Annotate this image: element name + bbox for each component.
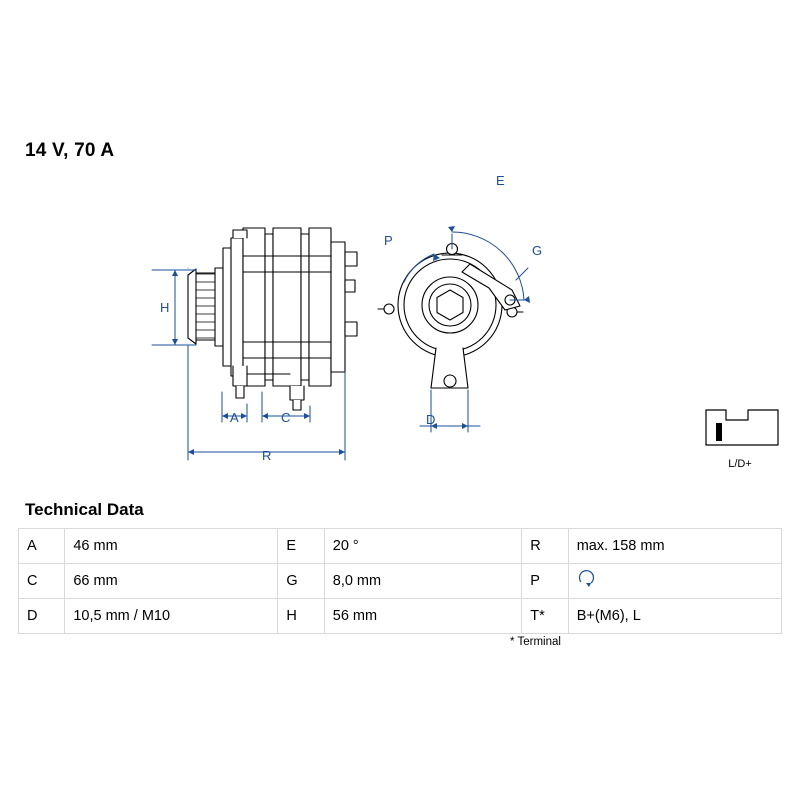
dimension-label-A: A (230, 410, 239, 425)
cell-key-g: G (278, 564, 324, 599)
cell-key-e: E (278, 529, 324, 564)
cell-value-d: 10,5 mm / M10 (65, 599, 278, 634)
technical-data-heading: Technical Data (25, 500, 144, 519)
cell-value-g: 8,0 mm (324, 564, 521, 599)
dimension-label-R: R (262, 448, 272, 463)
cell-key-d: D (19, 599, 65, 634)
dimension-label-G: G (532, 243, 543, 258)
cell-value-e: 20 ° (324, 529, 521, 564)
cell-key-r: R (522, 529, 568, 564)
technical-data-table (18, 528, 782, 634)
cell-key-h: H (278, 599, 324, 634)
cell-value-a: 46 mm (65, 529, 278, 564)
cell-key-t: T* (522, 599, 568, 634)
cell-value-t: B+(M6), L (568, 599, 781, 634)
cell-value-c: 66 mm (65, 564, 278, 599)
table-footnote: * Terminal (510, 636, 561, 648)
cell-value-r: max. 158 mm (568, 529, 781, 564)
dimension-label-P: P (384, 233, 393, 248)
rotation-direction-icon (577, 570, 599, 588)
cell-value-p (568, 564, 781, 599)
cell-key-p: P (522, 564, 568, 599)
page-title: 14 V, 70 A (25, 140, 115, 161)
cell-value-h: 56 mm (324, 599, 521, 634)
cell-key-c: C (19, 564, 65, 599)
connector-terminal-label: L/D+ (728, 458, 752, 470)
dimension-label-D: D (426, 412, 436, 427)
alternator-technical-drawing (0, 160, 800, 490)
dimension-label-C: C (281, 410, 291, 425)
dimension-label-E: E (496, 173, 505, 188)
table-row (19, 599, 782, 634)
table-row (19, 529, 782, 564)
cell-key-a: A (19, 529, 65, 564)
table-row (19, 564, 782, 599)
dimension-label-H: H (160, 300, 170, 315)
